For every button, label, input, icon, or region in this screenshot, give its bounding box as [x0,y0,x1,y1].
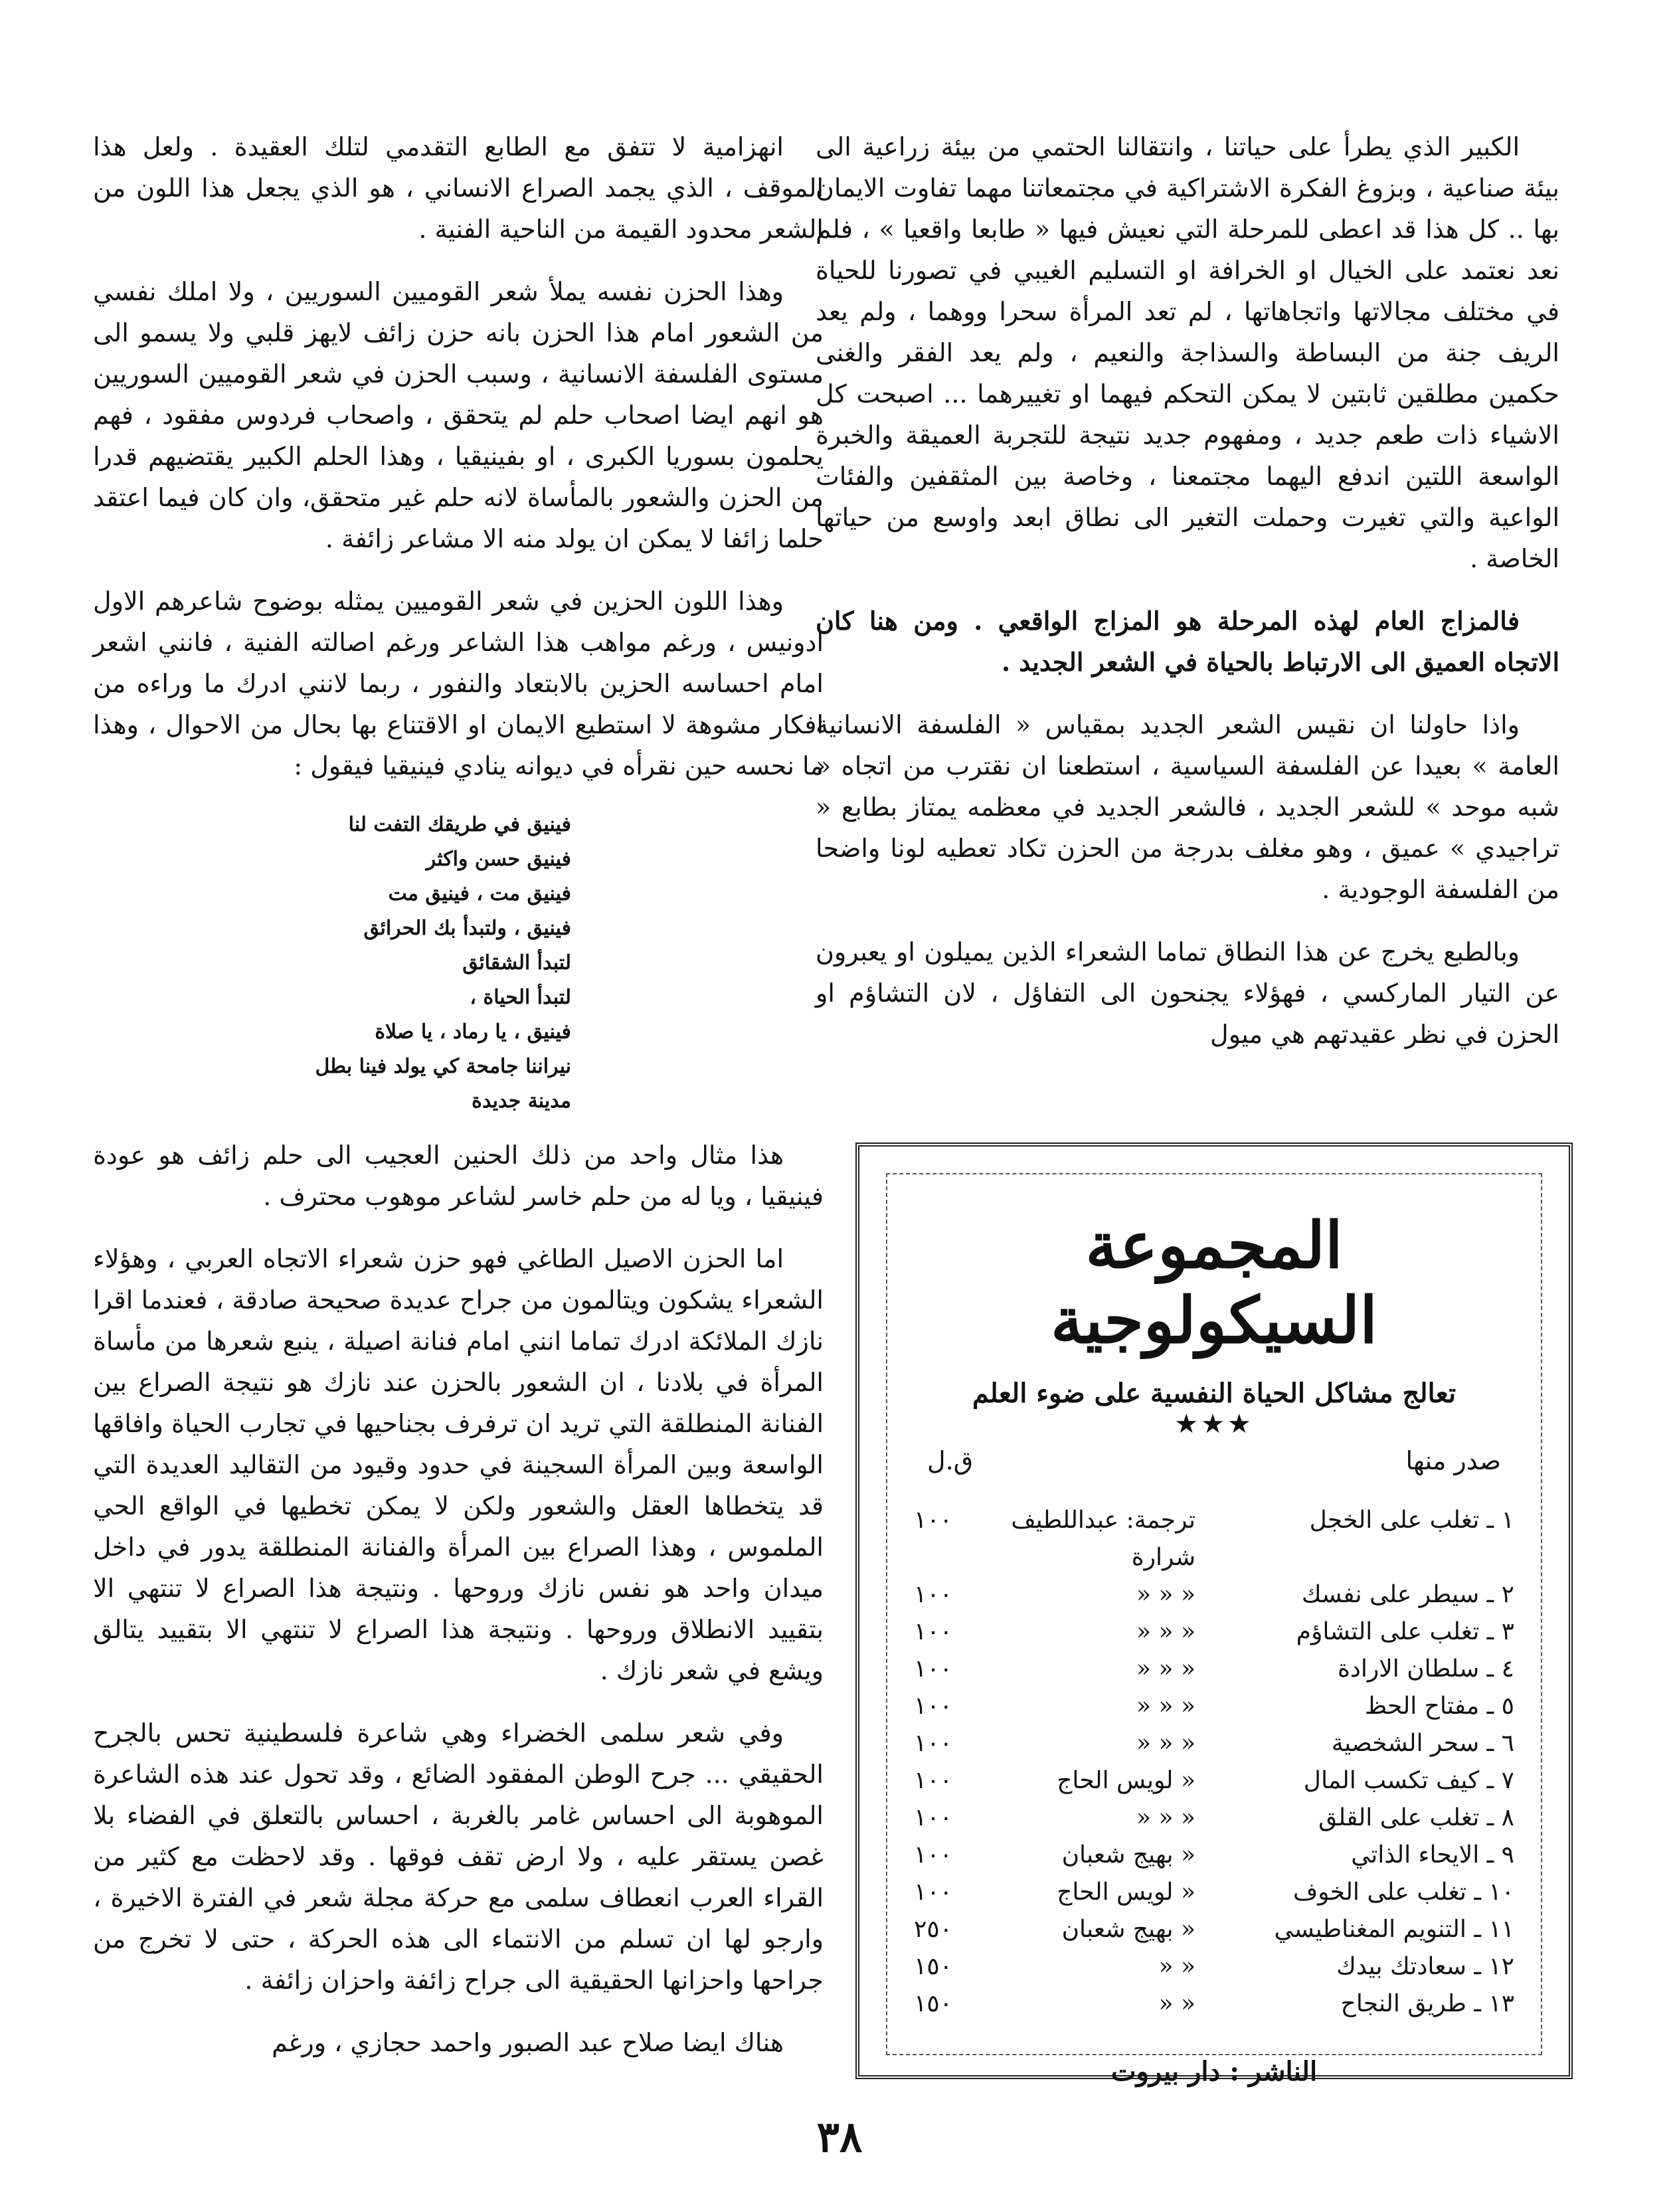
book-row [914,1874,1514,1911]
book-title: ٥ ـ مفتاح الحظ [1364,1693,1514,1720]
book-title: ٦ ـ سحر الشخصية [1331,1730,1514,1757]
poem-line: لتبدأ الشقائق [462,951,571,974]
left-paragraph-6: وفي شعر سلمى الخضراء وهي شاعرة فلسطينية تحس بالجرح الحقيقي ... جرح الوطن المفقود الضائع ، وقد تحول عند هذه الشاعرة الموهوبة الى احساس غامر بالغربة ، احساس بالتعلق في الفضاء بلا غصن يستقر عليه ، ولا ارض تقف فوقها . وقد لاحظت مع كثير من القراء العرب انعطاف سلمى مع حركة مجلة شعر في الفترة الاخيرة ، وارجو لها ان تسلم من الانتماء الى هذه الحركة ، حتى لا تخرج من جراحها واحزانها الحقيقية الى جراح زائفة واحزان زائفة . [93,1718,824,1995]
book-row [914,1688,1514,1725]
book-price: ١٠٠ [914,1581,953,1608]
book-row [914,1502,1514,1576]
ad-subtitle: تعالج مشاكل الحياة النفسية على ضوء العلم [972,1378,1457,1409]
left-paragraph-3: وهذا اللون الحزين في شعر القوميين يمثله بوضوح شاعرهم الاول ادونيس ، ورغم مواهب هذا الشاعر ورغم اصالته الفنية ، فانني اشعر امام احساسه الحزين بالابتعاد والنفور ، ربما لانني ادرك ما وراءه من افكار مشوهة لا استطيع الايمان او الاقتناع بها بحال من الاحوال ، وهذا ما نحسه حين نقرأه في ديوانه ينادي فينيقيا فيقول : [93,587,824,781]
left-paragraph-1: انهزامية لا تتفق مع الطابع التقدمي لتلك العقيدة . ولعل هذا الموقف ، الذي يجمد الصراع الانساني ، هو الذي يجعل هذا اللون من الشعر محدود القيمة من الناحية الفنية . [93,132,824,244]
book-author: « « « [1136,1581,1195,1608]
book-title: ١٢ ـ سعادتك بيدك [1336,1953,1514,1980]
book-row [914,1837,1514,1874]
right-column [816,126,1559,1076]
poem-line: لتبدأ الحياة ، [470,986,571,1009]
right-paragraph-1: الكبير الذي يطرأ على حياتنا ، وانتقالنا الحتمي من بيئة زراعية الى بيئة صناعية ، وبزوغ الفكرة الاشتراكية في مجتمعاتنا مهما تفاوت الايمان بها .. كل هذا قد اعطى للمرحلة التي نعيش فيها « طابعا واقعيا » ، فلم نعد نعتمد على الخيال او الخرافة او التسليم الغيبي في تصورنا للحياة في مختلف مجالاتها واتجاهاتها ، لم تعد المرأة سحرا ووهما ، ولم يعد الريف جنة من البساطة والسذاجة والنعيم ، ولم يعد الفقر والغنى حكمين مطلقين ثابتين لا يمكن التحكم فيهما او تغييرهما ... اصبحت كل الاشياء ذات طعم جديد ، ومفهوم جديد نتيجة للتجربة العميقة والخبرة الواسعة اللتين اندفع اليهما مجتمعنا ، وخاصة بين المثقفين والفئات الواعية والتي تغيرت وحملت التغير الى نطاق ابعد واوسع من حياتها الخاصة . [816,132,1559,573]
book-price: ١٠٠ [914,1879,953,1906]
book-title: ٩ ـ الايحاء الذاتي [1351,1841,1514,1869]
book-author: « لويس الحاج [1057,1767,1195,1794]
book-author: « « « [1136,1804,1195,1831]
book-author: « « « [1136,1730,1195,1757]
book-price: ١٠٠ [914,1841,953,1869]
page-number: ٣٨ [816,2112,863,2162]
book-title: ١٠ ـ تغلب على الخوف [1292,1879,1514,1906]
book-row [914,1985,1514,2023]
book-price: ١٠٠ [914,1804,953,1831]
book-row [914,1948,1514,1985]
book-author: « « « [1136,1655,1195,1683]
book-row [914,1762,1514,1799]
book-author: « « « [1136,1693,1195,1720]
book-author: « « [1158,1953,1195,1980]
book-title: ١٣ ـ طريق النجاح [1340,1990,1514,2017]
poem-line: نيراننا جامحة كي يولد فينا بطل [315,1055,571,1078]
poem-line: فينيق في طريقك التفت لنا [348,813,571,836]
book-title: ٧ ـ كيف تكسب المال [1303,1767,1514,1794]
published-label: صدر منها [1405,1446,1501,1475]
book-row [914,1911,1514,1948]
book-author: ترجمة: عبداللطيف شرارة [1011,1507,1195,1571]
advertisement-inner [886,1173,1542,2087]
book-author: « لويس الحاج [1057,1879,1195,1906]
book-author: « بهيج شعبان [1061,1841,1195,1869]
advertisement-box [855,1143,1573,2087]
book-row [914,1613,1514,1651]
book-price: ١٥٠ [914,1990,953,2017]
publisher-line: الناشر : دار بيروت [1110,2056,1318,2087]
book-price: ١٠٠ [914,1507,953,1534]
book-row [914,1799,1514,1837]
book-list [914,1502,1514,2023]
right-paragraph-4: وبالطبع يخرج عن هذا النطاق تماما الشعراء الذين يميلون او يعبرون عن التيار الماركسي ، فهؤلاء يجنحون الى التفاؤل ، لان التشاؤم او الحزن في نظر عقيدتهم هي ميول [816,937,1559,1049]
poem-line: مدينة جديدة [472,1089,571,1113]
book-author: « « « [1136,1618,1195,1645]
poem-line: فينيق ، ولتبدأ بك الحرائق [363,917,571,940]
book-title: ٤ ـ سلطان الارادة [1337,1655,1514,1683]
book-row [914,1576,1514,1613]
book-price: ١٠٠ [914,1693,953,1720]
star-ornament-icon: ★★★ [1174,1409,1254,1439]
book-title: ٣ ـ تغلب على التشاؤم [1296,1618,1514,1645]
book-price: ١٥٠ [914,1953,953,1980]
book-title: ١١ ـ التنويم المغناطيسي [1274,1916,1514,1943]
left-paragraph-2: وهذا الحزن نفسه يملأ شعر القوميين السوريين ، ولا املك نفسي من الشعور امام هذا الحزن بانه حزن زائف لايهز قلبي ولا يسمو الى مستوى الفلسفة الانسانية ، وسبب الحزن في شعر القوميين السوريين هو انهم ايضا اصحاب حلم لم يتحقق ، واصحاب فردوس مفقود ، فهم يحلمون بسوريا الكبرى ، او بفينيقيا ، وهذا الحلم الكبير يقتضيهم قدرا من الحزن والشعور بالمأساة لانه حلم غير متحقق، وان كان فيما اعتقد حلما زائفا لا يمكن ان يولد منه الا مشاعر زائفة . [93,277,824,553]
book-price: ٢٥٠ [914,1916,953,1943]
book-title: ١ ـ تغلب على الخجل [1309,1507,1514,1534]
poem-line: فينيق حسن واكثر [426,848,571,871]
book-row [914,1651,1514,1688]
left-paragraph-7: هناك ايضا صلاح عبد الصبور واحمد حجازي ، ورغم [272,2028,784,2057]
book-author: « « [1158,1990,1195,2017]
left-paragraph-5: اما الحزن الاصيل الطاغي فهو حزن شعراء الاتجاه العربي ، وهؤلاء الشعراء يشكون ويتالمون من جراح عديدة صحيحة صادقة ، فعندما اقرا نازك الملائكة ادرك تماما انني امام فنانة اصيلة ، ينبع شعرها من مأساة المرأة في بلادنا ، ان الشعور بالحزن عند نازك هو نتيجة الصراع بين الفنانة المنطلقة التي تريد ان ترفرف بجناحيها في تجارب الحياة وافاقها الواسعة وبين المرأة السجينة في حدود وقيود من التقاليد العديدة التي قد يتخطاها العقل والشعور ولكن لا يمكن تخطيها في الواقع الحي الملموس ، وهذا الصراع بين المرأة والفنانة المنطلقة يدور في داخل ميدان واحد هو نفس نازك وروحها . ونتيجة هذا الصراع لا تنتهي الا بتقييد الانطلاق وروحها . ونتيجة هذا الصراع لا تنتهي الا بتقييد يتالق ويشع في شعر نازك . [93,1244,824,1685]
poem-block [93,808,571,1119]
ad-list-header [927,1446,1501,1475]
book-price: ١٠٠ [914,1655,953,1683]
right-paragraph-2: فالمزاج العام لهذه المرحلة هو المزاج الواقعي . ومن هنا كان الاتجاه العميق الى الارتباط بالحياة في الشعر الجديد . [816,606,1559,677]
book-title: ٨ ـ تغلب على القلق [1318,1804,1514,1831]
left-paragraph-4: هذا مثال واحد من ذلك الحنين العجيب الى حلم زائف هو عودة فينيقيا ، ويا له من حلم خاسر لشاعر موهوب محترف . [93,1141,824,1211]
book-title: ٢ ـ سيطر على نفسك [1301,1581,1514,1608]
book-author: « بهيج شعبان [1061,1916,1195,1943]
book-price: ١٠٠ [914,1618,953,1645]
ad-title: المجموعة السيكولوجية [1051,1208,1377,1358]
left-column [93,126,824,2084]
book-row [914,1725,1514,1762]
poem-line: فينيق ، يا رماد ، يا صلاة [375,1020,571,1044]
right-paragraph-3: واذا حاولنا ان نقيس الشعر الجديد بمقياس « الفلسفة الانسانية العامة » بعيدا عن الفلسفة السياسية ، استطعنا ان نقترب من اتجاه « شبه موحد » للشعر الجديد ، فالشعر الجديد في معظمه يمتاز بطابع « تراجيدي » عميق ، وهو مغلف بدرجة من الحزن تكاد تعطيه لونا واضحا من الفلسفة الوجودية . [816,710,1559,904]
poem-line: فينيق مت ، فينيق مت [388,882,571,905]
book-price: ١٠٠ [914,1730,953,1757]
currency-label: ق.ل [927,1446,974,1475]
book-price: ١٠٠ [914,1767,953,1794]
